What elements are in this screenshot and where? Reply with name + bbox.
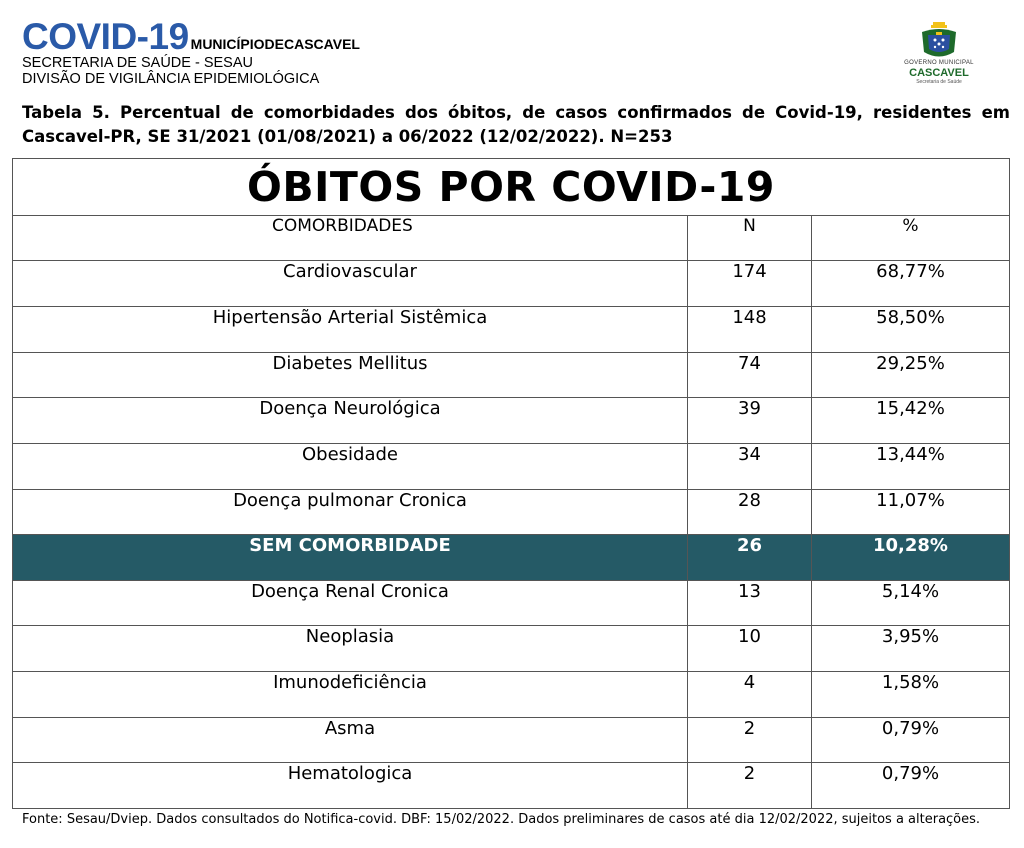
percent-cell: 15,42%	[812, 398, 1010, 444]
comorbidity-cell: Doença Renal Cronica	[13, 580, 688, 626]
percent-cell: 58,50%	[812, 307, 1010, 353]
org-line-secretaria: SECRETARIA DE SAÚDE - SESAU	[22, 55, 253, 71]
table-row	[13, 398, 1010, 444]
count-cell: 74	[688, 352, 812, 398]
comorbidity-cell: Obesidade	[13, 443, 688, 489]
count-cell: 148	[688, 307, 812, 353]
table-caption: Tabela 5. Percentual de comorbidades dos óbitos, de casos confirmados de Covid-19, residentes em Cascavel-PR, SE 31/2021 (01/08/2021) a 06/2022 (12/02/2022). N=253	[22, 103, 1010, 146]
logo-secretaria-label: Secretaria de Saúde	[916, 79, 962, 85]
brand-title: COVID-19	[22, 16, 189, 57]
comorbidity-cell: Diabetes Mellitus	[13, 352, 688, 398]
count-cell: 2	[688, 717, 812, 763]
percent-cell: 0,79%	[812, 717, 1010, 763]
table-row	[13, 307, 1010, 353]
count-cell: 10	[688, 626, 812, 672]
percent-cell: 68,77%	[812, 261, 1010, 307]
percent-cell: 0,79%	[812, 763, 1010, 809]
percent-cell: 1,58%	[812, 672, 1010, 718]
comorbidity-cell: Doença Neurológica	[13, 398, 688, 444]
column-header-comorbidades: COMORBIDADES	[13, 215, 688, 261]
org-line-divisao: DIVISÃO DE VIGILÂNCIA EPIDEMIOLÓGICA	[22, 71, 320, 87]
percent-cell: 5,14%	[812, 580, 1010, 626]
count-cell: 34	[688, 443, 812, 489]
count-cell: 2	[688, 763, 812, 809]
source-footnote: Fonte: Sesau/Dviep. Dados consultados do Notifica-covid. DBF: 15/02/2022. Dados preliminares de casos até dia 12/02/2022, sujeitos a alterações.	[22, 812, 981, 827]
comorbidity-cell: SEM COMORBIDADE	[13, 535, 688, 581]
percent-cell: 3,95%	[812, 626, 1010, 672]
comorbidities-table	[12, 158, 1010, 809]
table-row	[13, 717, 1010, 763]
table-row	[13, 672, 1010, 718]
table-row	[13, 535, 1010, 581]
table-row	[13, 443, 1010, 489]
comorbidity-cell: Hematologica	[13, 763, 688, 809]
table-row	[13, 580, 1010, 626]
count-cell: 4	[688, 672, 812, 718]
table-row	[13, 763, 1010, 809]
comorbidity-cell: Asma	[13, 717, 688, 763]
comorbidity-cell: Neoplasia	[13, 626, 688, 672]
percent-cell: 11,07%	[812, 489, 1010, 535]
brand	[22, 18, 360, 55]
table-row	[13, 626, 1010, 672]
comorbidity-cell: Imunodeficiência	[13, 672, 688, 718]
table-body	[13, 261, 1010, 809]
document-header	[22, 18, 360, 87]
logo-city-label: CASCAVEL	[909, 67, 969, 79]
table-row	[13, 489, 1010, 535]
table-header-row	[13, 215, 1010, 261]
count-cell: 26	[688, 535, 812, 581]
count-cell: 174	[688, 261, 812, 307]
brand-subtitle: MUNICÍPIODECASCAVEL	[190, 36, 360, 52]
column-header-percent: %	[812, 215, 1010, 261]
cascavel-logo	[898, 22, 980, 84]
table-title: ÓBITOS POR COVID-19	[13, 159, 1010, 216]
coat-of-arms-icon	[898, 22, 980, 62]
count-cell: 39	[688, 398, 812, 444]
comorbidity-cell: Cardiovascular	[13, 261, 688, 307]
logo-government-label: GOVERNO MUNICIPAL	[904, 60, 974, 66]
percent-cell: 29,25%	[812, 352, 1010, 398]
percent-cell: 10,28%	[812, 535, 1010, 581]
count-cell: 28	[688, 489, 812, 535]
table-row	[13, 352, 1010, 398]
percent-cell: 13,44%	[812, 443, 1010, 489]
count-cell: 13	[688, 580, 812, 626]
comorbidity-cell: Hipertensão Arterial Sistêmica	[13, 307, 688, 353]
column-header-n: N	[688, 215, 812, 261]
comorbidity-cell: Doença pulmonar Cronica	[13, 489, 688, 535]
table-row	[13, 261, 1010, 307]
